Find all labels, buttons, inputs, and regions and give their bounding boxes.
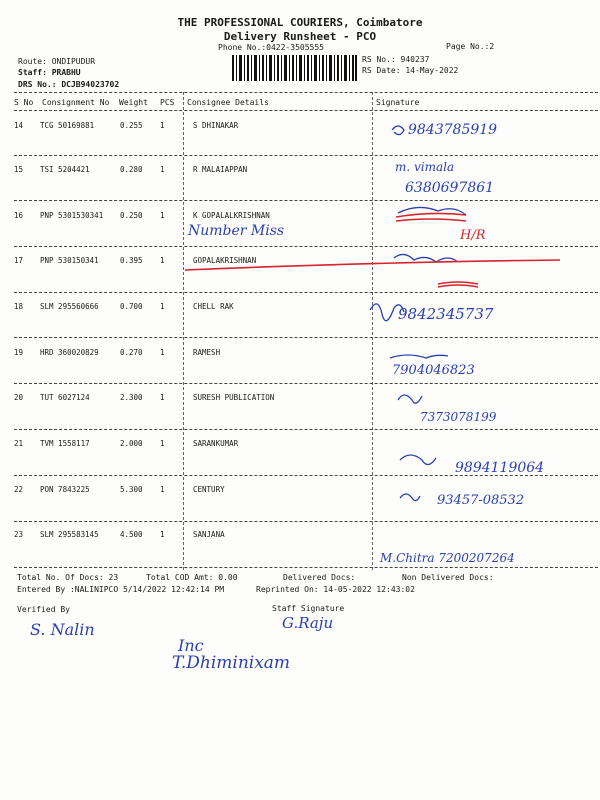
- row-sno: 17: [14, 256, 24, 265]
- drs-number: DRS No.: DCJB94023702: [18, 80, 120, 89]
- row-consignee: SARANKUMAR: [193, 439, 239, 448]
- handwritten-mark: H/R: [460, 228, 486, 243]
- strike-through: [438, 282, 478, 284]
- row-sno: 23: [14, 530, 24, 539]
- row-pcs: 1: [160, 121, 165, 130]
- row-pcs: 1: [160, 530, 165, 539]
- row-sno: 16: [14, 211, 24, 220]
- row-consignee: K GOPALALKRISHNAN: [193, 211, 270, 220]
- row-pcs: 1: [160, 439, 165, 448]
- total-cod: Total COD Amt: 0.00: [146, 573, 238, 582]
- handwritten-name: m. vimala: [395, 160, 455, 174]
- rs-number: RS No.: 940237: [362, 55, 430, 64]
- col-header-sno: S No: [14, 98, 34, 107]
- row-pcs: 1: [160, 256, 165, 265]
- handwritten-phone: 6380697861: [405, 180, 495, 196]
- row-pcs: 1: [160, 165, 165, 174]
- entered-by: Entered By :NALINIPCO 5/14/2022 12:42:14 PM: [17, 585, 225, 594]
- total-docs: Total No. Of Docs: 23: [17, 573, 119, 582]
- row-consignee: SANJANA: [193, 530, 225, 539]
- strike-through: [438, 285, 478, 287]
- staff-signature-label: Staff Signature: [272, 604, 345, 613]
- row-consignee: CENTURY: [193, 485, 225, 494]
- signature-scribble: [400, 455, 436, 465]
- row-weight: 5.300: [120, 485, 143, 494]
- signature-scribble: [392, 126, 404, 135]
- staff-signature: G.Raju: [282, 614, 334, 632]
- signature-scribble: [370, 304, 404, 321]
- strike-through: [396, 213, 466, 217]
- signature-scribble: [394, 254, 458, 262]
- row-weight: 0.280: [120, 165, 143, 174]
- row-weight: 2.300: [120, 393, 143, 402]
- verified-signature: S. Nalin: [30, 620, 95, 639]
- row-consignment: TSI 5204421: [40, 165, 90, 174]
- row-weight: 0.700: [120, 302, 143, 311]
- handwritten-phone: 9842345737: [398, 305, 494, 323]
- handwritten-phone: 9843785919: [408, 122, 498, 138]
- route: Route: ONDIPUDUR: [18, 57, 96, 66]
- row-pcs: 1: [160, 485, 165, 494]
- row-pcs: 1: [160, 393, 165, 402]
- row-consignee: S DHINAKAR: [193, 121, 239, 130]
- row-weight: 0.250: [120, 211, 143, 220]
- col-header-weight: Weight: [119, 98, 148, 107]
- handwritten-signature: M.Chitra 7200207264: [380, 551, 515, 565]
- row-consignee: SURESH PUBLICATION: [193, 393, 275, 402]
- row-pcs: 1: [160, 302, 165, 311]
- row-sno: 14: [14, 121, 24, 130]
- row-consignment: PNP 530150341: [40, 256, 99, 265]
- strike-through: [185, 260, 560, 270]
- row-weight: 0.395: [120, 256, 143, 265]
- row-sno: 21: [14, 439, 24, 448]
- row-sno: 18: [14, 302, 24, 311]
- handwritten-signature: T.Dhiminixam: [172, 653, 291, 673]
- staff-name: Staff: PRABHU: [18, 68, 81, 77]
- row-weight: 0.255: [120, 121, 143, 130]
- row-consignee: CHELL RAK: [193, 302, 234, 311]
- row-consignment: PON 7843225: [40, 485, 90, 494]
- non-delivered-docs: Non Delivered Docs:: [402, 573, 494, 582]
- row-consignment: PNP 5301530341: [40, 211, 104, 220]
- col-header-consignee: Consignee Details: [187, 98, 269, 107]
- rs-date: RS Date: 14-May-2022: [362, 66, 459, 75]
- delivered-docs: Delivered Docs:: [283, 573, 356, 582]
- col-header-consignment: Consignment No: [42, 98, 110, 107]
- row-consignment: SLM 295560666: [40, 302, 99, 311]
- verified-by-label: Verified By: [17, 605, 70, 614]
- row-consignment: TVM 1558117: [40, 439, 90, 448]
- row-weight: 2.000: [120, 439, 143, 448]
- row-consignment: HRD 360020829: [40, 348, 99, 357]
- signature-scribble: [400, 494, 420, 501]
- company-name: THE PROFESSIONAL COURIERS, Coimbatore: [177, 16, 423, 29]
- page-number: Page No.:2: [446, 42, 495, 51]
- handwritten-note: Number Miss: [188, 223, 285, 239]
- row-weight: 4.500: [120, 530, 143, 539]
- handwritten-note: Inc: [178, 636, 204, 655]
- handwritten-phone: 7373078199: [420, 410, 497, 424]
- row-sno: 15: [14, 165, 24, 174]
- col-header-pcs: PCS: [160, 98, 175, 107]
- row-consignee: RAMESH: [193, 348, 221, 357]
- row-consignee: GOPALAKRISHNAN: [193, 256, 257, 265]
- row-consignment: TCG 50169881: [40, 121, 95, 130]
- row-consignment: TUT 6027124: [40, 393, 90, 402]
- row-pcs: 1: [160, 211, 165, 220]
- handwritten-phone: 93457-08532: [437, 493, 525, 508]
- handwritten-phone: 7904046823: [392, 363, 475, 378]
- row-sno: 19: [14, 348, 24, 357]
- row-consignee: R MALAIAPPAN: [193, 165, 248, 174]
- phone-number: Phone No.:0422-3505555: [218, 43, 324, 52]
- col-header-signature: Signature: [376, 98, 420, 107]
- handwritten-phone: 9894119064: [455, 460, 545, 476]
- signature-scribble: [390, 355, 448, 358]
- row-consignment: SLM 295583145: [40, 530, 99, 539]
- row-sno: 20: [14, 393, 24, 402]
- document-title: Delivery Runsheet - PCO: [223, 30, 377, 43]
- strike-through: [396, 219, 466, 221]
- row-weight: 0.270: [120, 348, 143, 357]
- row-sno: 22: [14, 485, 24, 494]
- row-pcs: 1: [160, 348, 165, 357]
- reprinted-on: Reprinted On: 14-05-2022 12:43:02: [256, 585, 415, 594]
- signature-scribble: [398, 395, 422, 403]
